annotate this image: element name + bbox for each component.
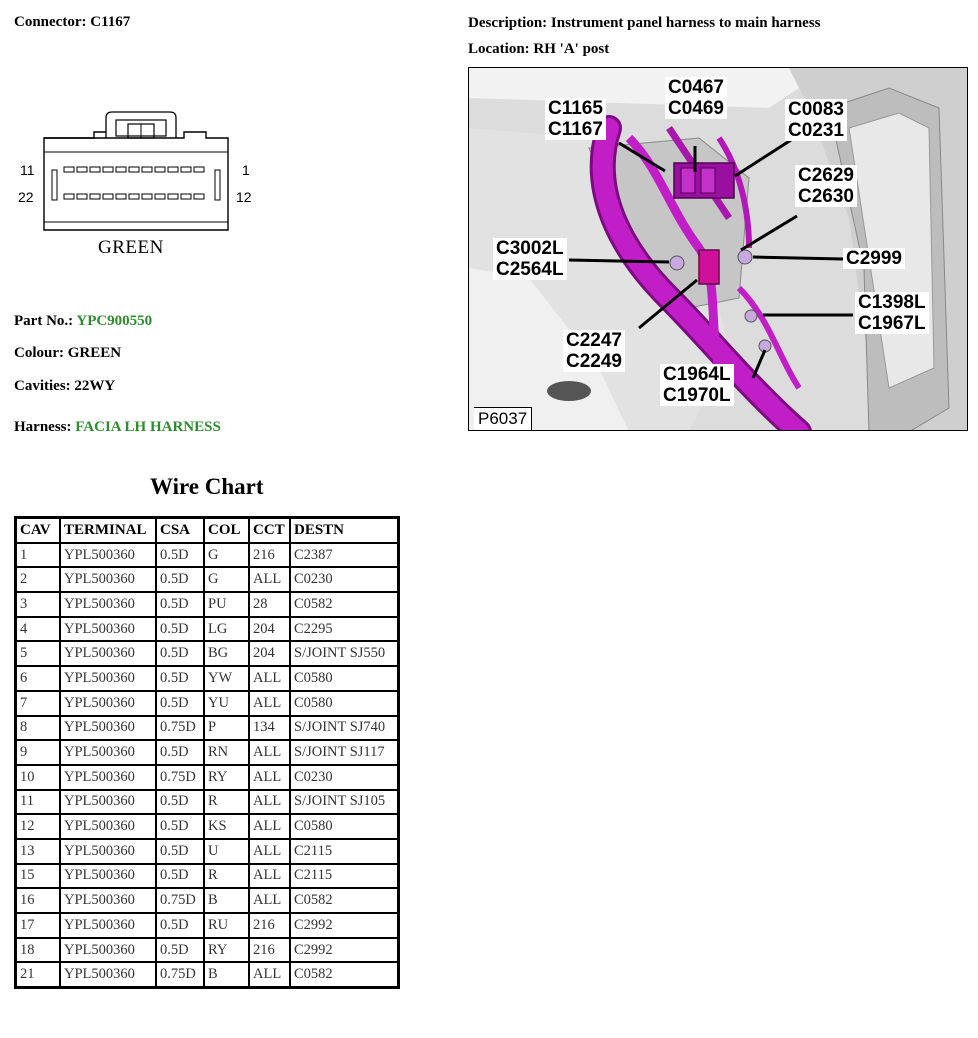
cell-col: RY [204,765,249,790]
cell-cct: ALL [249,765,290,790]
cell-cav: 1 [16,543,61,568]
cell-cct: ALL [249,962,290,987]
header-col: COL [204,518,249,543]
cell-csa: 0.5D [156,790,204,815]
cell-cav: 3 [16,592,61,617]
cell-col: R [204,790,249,815]
cell-destn: C2115 [290,839,399,864]
harness-link[interactable]: FACIA LH HARNESS [75,419,221,435]
cell-terminal: YPL500360 [60,962,156,987]
cell-terminal: YPL500360 [60,592,156,617]
cell-terminal: YPL500360 [60,691,156,716]
cell-destn: C0230 [290,567,399,592]
cell-col: PU [204,592,249,617]
cell-terminal: YPL500360 [60,740,156,765]
cell-cct: ALL [249,740,290,765]
cell-csa: 0.5D [156,617,204,642]
cell-csa: 0.5D [156,567,204,592]
cell-col: RN [204,740,249,765]
cell-destn: C2992 [290,938,399,963]
cell-terminal: YPL500360 [60,666,156,691]
connector-heading: Connector: C1167 [14,14,131,30]
callout-c2247-c2249: C2247 C2249 [563,330,625,372]
cell-destn: C2992 [290,913,399,938]
table-row [16,567,399,592]
table-row [16,666,399,691]
cell-csa: 0.75D [156,888,204,913]
pin-label-22: 22 [18,189,34,205]
cell-col: YW [204,666,249,691]
cell-cav: 8 [16,716,61,741]
cell-csa: 0.75D [156,765,204,790]
cell-cct: 134 [249,716,290,741]
cell-cav: 11 [16,790,61,815]
cell-terminal: YPL500360 [60,617,156,642]
cavities-value: 22WY [74,378,116,394]
cell-col: YU [204,691,249,716]
cell-terminal: YPL500360 [60,938,156,963]
header-destn: DESTN [290,518,399,543]
cell-csa: 0.5D [156,691,204,716]
table-row [16,839,399,864]
cell-cct: 216 [249,938,290,963]
cell-terminal: YPL500360 [60,716,156,741]
table-row [16,740,399,765]
wire-chart-body [16,543,399,988]
connector-face-drawing [14,108,264,238]
connector-id: C1167 [90,14,131,30]
cell-col: KS [204,814,249,839]
cell-csa: 0.75D [156,716,204,741]
connector-color-label: GREEN [98,237,164,258]
cell-col: G [204,543,249,568]
cell-csa: 0.5D [156,641,204,666]
table-row [16,790,399,815]
cell-cct: 204 [249,617,290,642]
cell-cct: 216 [249,543,290,568]
cell-cav: 18 [16,938,61,963]
harness-line: Harness: FACIA LH HARNESS [14,419,221,435]
cell-csa: 0.5D [156,913,204,938]
cell-destn: S/JOINT SJ740 [290,716,399,741]
table-row [16,864,399,889]
cell-csa: 0.5D [156,740,204,765]
cell-cav: 4 [16,617,61,642]
part-number-line: Part No.: YPC900550 [14,313,153,329]
cell-csa: 0.5D [156,938,204,963]
cell-destn: S/JOINT SJ117 [290,740,399,765]
pin-label-1: 1 [242,162,250,178]
cell-col: B [204,888,249,913]
callout-c2629-c2630: C2629 C2630 [795,165,857,207]
cell-terminal: YPL500360 [60,839,156,864]
table-row [16,716,399,741]
cell-cct: ALL [249,691,290,716]
cell-cav: 16 [16,888,61,913]
callout-c3002l-c2564l: C3002L C2564L [493,238,567,280]
location-photo [468,67,968,431]
cell-cav: 12 [16,814,61,839]
cell-col: P [204,716,249,741]
cell-terminal: YPL500360 [60,888,156,913]
pin-label-11: 11 [20,162,35,178]
cell-destn: S/JOINT SJ105 [290,790,399,815]
table-row [16,765,399,790]
table-row [16,962,399,987]
callout-c0083-c0231: C0083 C0231 [785,99,847,141]
table-row [16,913,399,938]
cell-col: BG [204,641,249,666]
cell-csa: 0.5D [156,666,204,691]
cell-csa: 0.75D [156,962,204,987]
photo-id-label: P6037 [474,407,532,430]
cell-cav: 15 [16,864,61,889]
cell-cct: 216 [249,913,290,938]
cell-cav: 17 [16,913,61,938]
cell-destn: S/JOINT SJ550 [290,641,399,666]
cell-destn: C0580 [290,814,399,839]
location-line: Location: RH 'A' post [468,41,610,57]
cell-terminal: YPL500360 [60,864,156,889]
colour-value: GREEN [67,345,122,361]
cavities-line: Cavities: 22WY [14,378,116,394]
table-row [16,543,399,568]
cell-cav: 13 [16,839,61,864]
cell-col: RY [204,938,249,963]
cell-cct: ALL [249,567,290,592]
cell-col: B [204,962,249,987]
cell-destn: C2387 [290,543,399,568]
cell-csa: 0.5D [156,864,204,889]
part-number-link[interactable]: YPC900550 [76,313,153,329]
cell-col: R [204,864,249,889]
cell-cav: 2 [16,567,61,592]
cell-csa: 0.5D [156,839,204,864]
cell-col: RU [204,913,249,938]
cell-terminal: YPL500360 [60,765,156,790]
cell-destn: C0580 [290,666,399,691]
header-cav: CAV [16,518,61,543]
cell-cav: 7 [16,691,61,716]
cell-destn: C0582 [290,962,399,987]
cell-terminal: YPL500360 [60,790,156,815]
location-text: RH 'A' post [533,41,610,57]
table-row [16,641,399,666]
table-row [16,691,399,716]
wire-chart-table [14,516,400,989]
cell-csa: 0.5D [156,543,204,568]
cell-cav: 5 [16,641,61,666]
cell-destn: C0582 [290,592,399,617]
cell-cct: ALL [249,888,290,913]
cell-cav: 21 [16,962,61,987]
table-row [16,814,399,839]
cell-col: U [204,839,249,864]
cell-destn: C0230 [290,765,399,790]
cell-cav: 9 [16,740,61,765]
table-row [16,617,399,642]
cell-cct: ALL [249,814,290,839]
callout-c1165-c1167: C1165 C1167 [545,98,606,140]
cell-cct: ALL [249,790,290,815]
pin-label-12: 12 [236,189,252,205]
cell-cav: 6 [16,666,61,691]
cell-destn: C0582 [290,888,399,913]
table-row [16,592,399,617]
cell-csa: 0.5D [156,592,204,617]
cell-cav: 10 [16,765,61,790]
colour-line: Colour: GREEN [14,345,122,361]
cell-destn: C2115 [290,864,399,889]
cell-terminal: YPL500360 [60,913,156,938]
cell-cct: ALL [249,666,290,691]
cell-cct: 204 [249,641,290,666]
cell-col: G [204,567,249,592]
callout-c0467-c0469: C0467 C0469 [665,77,727,119]
table-row [16,938,399,963]
cell-terminal: YPL500360 [60,567,156,592]
cell-cct: ALL [249,864,290,889]
cell-destn: C0580 [290,691,399,716]
header-cct: CCT [249,518,290,543]
table-row [16,888,399,913]
cell-cct: 28 [249,592,290,617]
wire-chart-header-row [16,518,399,543]
header-terminal: TERMINAL [60,518,156,543]
cell-col: LG [204,617,249,642]
callout-c1398l-c1967l: C1398L C1967L [855,292,929,334]
description-line: Description: Instrument panel harness to main harness [468,15,821,31]
wire-chart-title: Wire Chart [150,474,264,499]
header-csa: CSA [156,518,204,543]
cell-terminal: YPL500360 [60,543,156,568]
callout-c1964l-c1970l: C1964L C1970L [660,364,734,406]
cell-csa: 0.5D [156,814,204,839]
cell-destn: C2295 [290,617,399,642]
cell-terminal: YPL500360 [60,641,156,666]
cell-terminal: YPL500360 [60,814,156,839]
description-text: Instrument panel harness to main harness [550,15,821,31]
cell-cct: ALL [249,839,290,864]
callout-c2999: C2999 [843,248,905,269]
